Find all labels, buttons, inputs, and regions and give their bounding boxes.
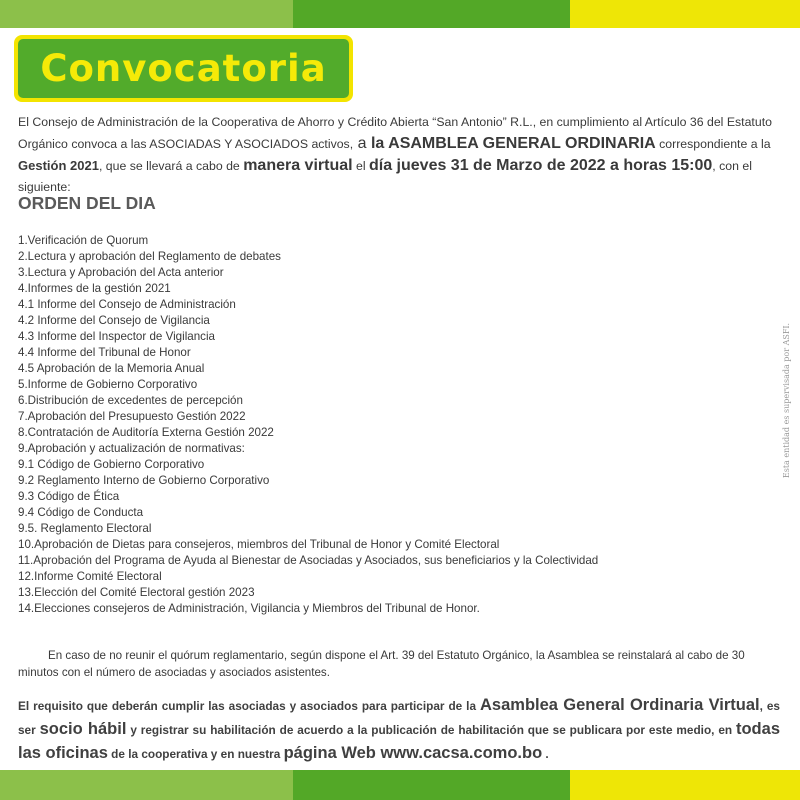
agenda-item: 12.Informe Comité Electoral: [18, 570, 162, 583]
requirement-paragraph: [18, 694, 780, 766]
intro-text-2: a: [353, 135, 371, 152]
agenda-item: 5.Informe de Gobierno Corporativo: [18, 378, 198, 391]
bottom-color-band: [0, 770, 800, 800]
agenda-item: 7.Aprobación del Presupuesto Gestión 2022: [18, 410, 246, 423]
intro-text-1: El Consejo de Administración de la Cooperativa de Ahorro y Crédito Abierta “San Antonio” R.L., en cumplimiento al Artículo 36 del Estatuto Orgánico convoca a las ASOCIADAS Y ASOCIADOS activos,: [18, 115, 772, 151]
band-segment-light-green: [0, 0, 293, 28]
band-segment-light-green: [0, 770, 293, 800]
top-color-band: [0, 0, 800, 28]
agenda-item: 10.Aprobación de Dietas para consejeros, miembros del Tribunal de Honor y Comité Electoral: [18, 538, 500, 551]
agenda-item: 4.2 Informe del Consejo de Vigilancia: [18, 314, 210, 327]
req-text-1: El requisito que deberán cumplir las asociadas y asociados para participar de la: [18, 699, 480, 713]
agenda-item: 4.5 Aprobación de la Memoria Anual: [18, 362, 205, 375]
supervision-note: [780, 308, 794, 492]
quorum-text: En caso de no reunir el quórum reglamentario, según dispone el Art. 39 del Estatuto Orgánico, la Asamblea se reinstalará al cabo de 30 minutos con el número de asociadas y asociados asistentes.: [18, 649, 745, 679]
band-segment-yellow: [570, 0, 800, 28]
agenda-item: 13.Elección del Comité Electoral gestión 2023: [18, 586, 255, 599]
intro-paragraph: [18, 112, 780, 198]
req-text-5: y registrar su habilitación de acuerdo a la publicación de habilitación que se publicara por este medio, en: [126, 723, 736, 737]
supervision-note-text: Esta entidad es supervisada por ASFI.: [782, 322, 792, 478]
intro-text-6: , que se llevará a cabo de: [98, 159, 244, 173]
agenda-item: 4.4 Informe del Tribunal de Honor: [18, 346, 191, 359]
req-assembly: Asamblea General Ordinaria Virtual: [480, 696, 760, 714]
agenda-item: 9.2 Reglamento Interno de Gobierno Corporativo: [18, 474, 270, 487]
agenda-item: 4.3 Informe del Inspector de Vigilancia: [18, 330, 215, 343]
band-segment-yellow: [570, 770, 800, 800]
intro-text-10: , con el siguiente:: [18, 159, 752, 194]
agenda-item: 9.3 Código de Ética: [18, 490, 120, 503]
agenda-list: [18, 233, 718, 617]
band-segment-green: [293, 770, 570, 800]
agenda-item: 1.Verificación de Quorum: [18, 234, 149, 247]
title-badge: [14, 35, 353, 102]
intro-gestion: Gestión 2021: [18, 158, 99, 173]
req-socio-habil: socio hábil: [39, 720, 127, 738]
agenda-item: 14.Elecciones consejeros de Administración, Vigilancia y Miembros del Tribunal de Honor.: [18, 602, 480, 615]
agenda-item: 8.Contratación de Auditoría Externa Gestión 2022: [18, 426, 274, 439]
req-website: página Web www.cacsa.como.bo: [283, 744, 543, 762]
agenda-item: 4.Informes de la gestión 2021: [18, 282, 171, 295]
agenda-item: 3.Lectura y Aprobación del Acta anterior: [18, 266, 224, 279]
agenda-item: 9.5. Reglamento Electoral: [18, 522, 152, 535]
page-title: Convocatoria: [18, 39, 349, 98]
intro-virtual: manera virtual: [243, 157, 353, 174]
agenda-item: 2.Lectura y aprobación del Reglamento de debates: [18, 250, 281, 263]
agenda-item: 9.Aprobación y actualización de normativas:: [18, 442, 245, 455]
req-text-3: , es ser: [18, 699, 780, 737]
quorum-paragraph: [18, 647, 780, 681]
req-offices: todas las oficinas: [18, 720, 780, 762]
intro-text-4: correspondiente a la: [655, 137, 771, 151]
intro-date: día jueves 31 de Marzo de 2022 a horas 15:00: [368, 157, 713, 174]
intro-assembly: la ASAMBLEA GENERAL ORDINARIA: [370, 135, 656, 152]
agenda-item: 11.Aprobación del Programa de Ayuda al Bienestar de Asociadas y Asociados, sus beneficiarios y la Colectividad: [18, 554, 599, 567]
req-text-9: .: [542, 747, 549, 761]
req-text-7: de la cooperativa y en nuestra: [107, 747, 284, 761]
agenda-item: 6.Distribución de excedentes de percepción: [18, 394, 243, 407]
agenda-item: 4.1 Informe del Consejo de Administración: [18, 298, 236, 311]
band-segment-green: [293, 0, 570, 28]
intro-text-8: el: [352, 159, 369, 173]
agenda-item: 9.4 Código de Conducta: [18, 506, 144, 519]
agenda-item: 9.1 Código de Gobierno Corporativo: [18, 458, 205, 471]
agenda-heading: ORDEN DEL DIA: [18, 193, 156, 213]
